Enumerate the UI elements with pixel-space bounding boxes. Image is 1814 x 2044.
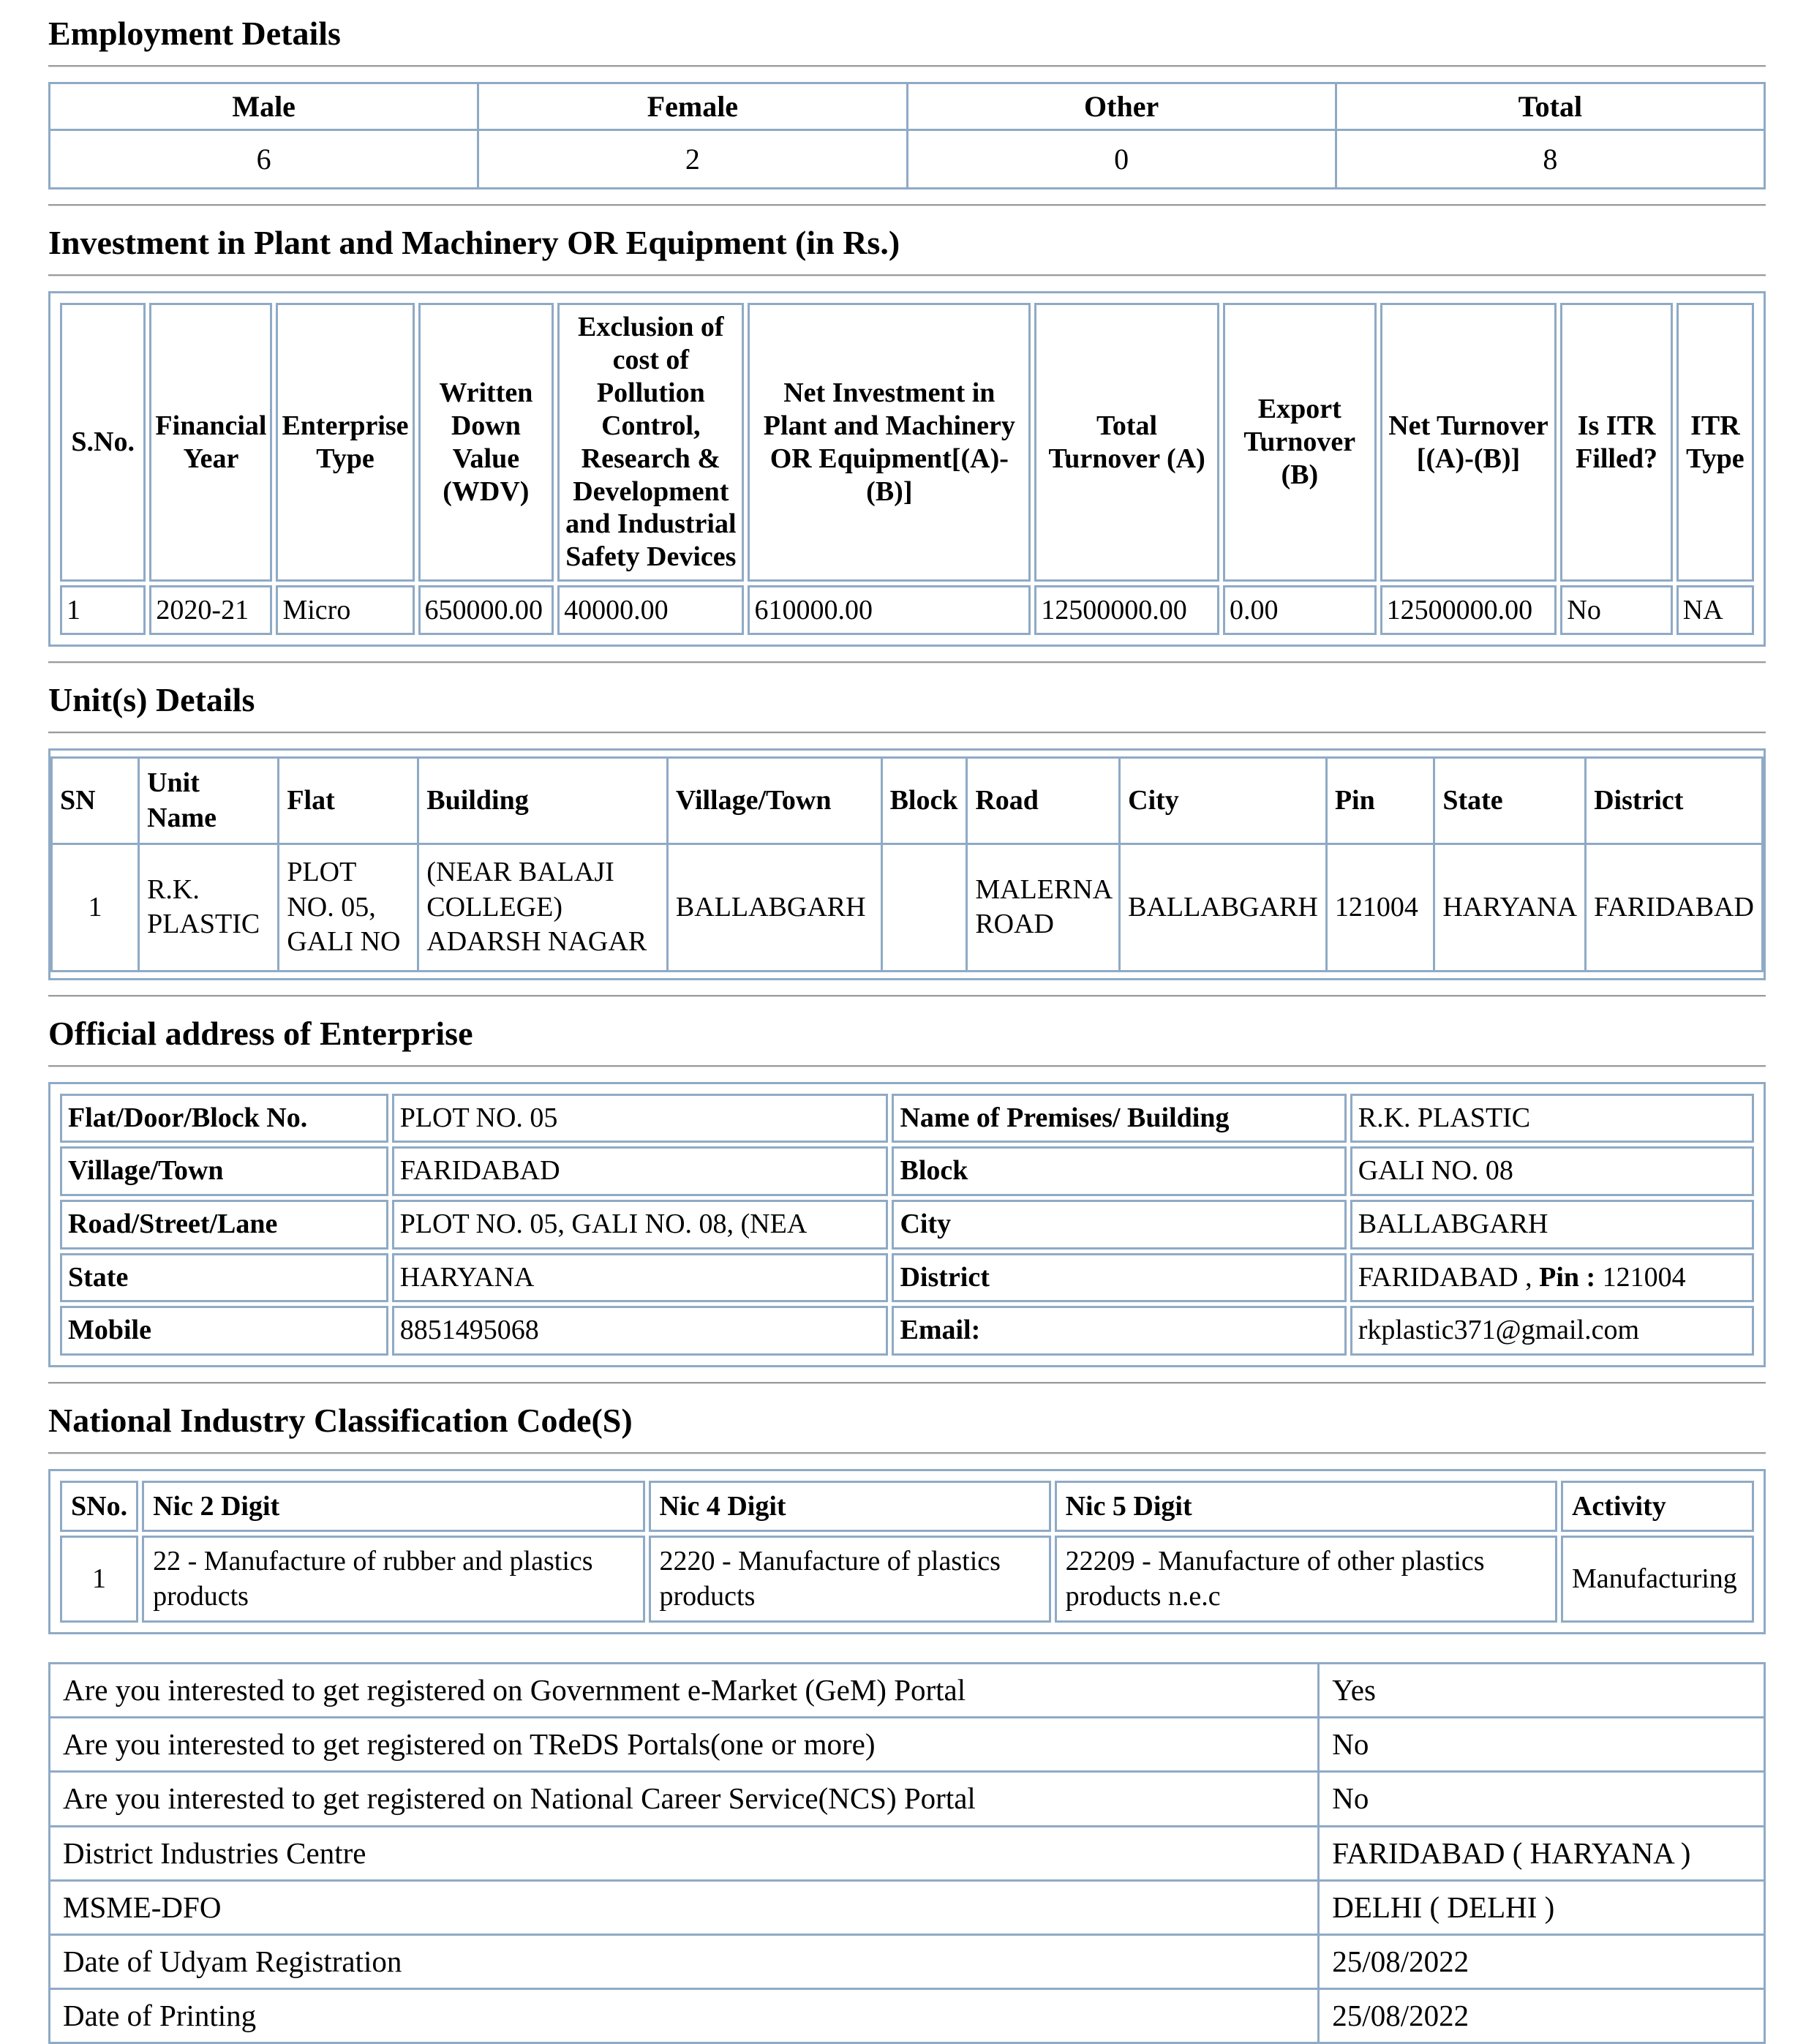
value-district-industries-centre: FARIDABAD ( HARYANA ) bbox=[1319, 1826, 1765, 1880]
address-row bbox=[60, 1094, 1754, 1143]
official-address-heading: Official address of Enterprise bbox=[48, 1014, 473, 1052]
label-district-industries-centre: District Industries Centre bbox=[50, 1826, 1319, 1880]
table-row bbox=[50, 1718, 1765, 1772]
header-cell-enterprise-type: Enterprise Type bbox=[276, 303, 414, 582]
employment-details-heading: Employment Details bbox=[48, 15, 341, 52]
header-cell-unit-name: Unit Name bbox=[139, 758, 279, 844]
pin-value: 121004 bbox=[1595, 1261, 1686, 1293]
value-cell-sno: 1 bbox=[60, 585, 146, 635]
value-cell-city: BALLABGARH bbox=[1120, 844, 1327, 972]
section-divider bbox=[48, 1065, 1766, 1067]
value-district bbox=[1350, 1253, 1754, 1303]
table-row bbox=[50, 1989, 1765, 2043]
label-premises-building: Name of Premises/ Building bbox=[892, 1094, 1346, 1143]
investment-table bbox=[56, 299, 1758, 639]
registration-info-table bbox=[48, 1662, 1766, 2044]
value-cell-female: 2 bbox=[478, 130, 907, 189]
value-cell-building: (NEAR BALAJI COLLEGE) ADARSH NAGAR bbox=[418, 844, 668, 972]
header-cell-net-turnover: Net Turnover [(A)-(B)] bbox=[1380, 303, 1557, 582]
header-cell-wdv: Written Down Value (WDV) bbox=[418, 303, 554, 582]
answer-gem-portal: Yes bbox=[1319, 1664, 1765, 1718]
section-divider bbox=[48, 1382, 1766, 1384]
value-cell-exclusion: 40000.00 bbox=[557, 585, 744, 635]
header-cell-road: Road bbox=[967, 758, 1120, 844]
table-row bbox=[50, 1934, 1765, 1988]
header-cell-pin: Pin bbox=[1326, 758, 1434, 844]
label-date-of-udyam-registration: Date of Udyam Registration bbox=[50, 1934, 1319, 1988]
header-cell-itr-type: ITR Type bbox=[1676, 303, 1754, 582]
value-state: HARYANA bbox=[392, 1253, 889, 1303]
header-cell-other: Other bbox=[907, 83, 1336, 130]
value-cell-district: FARIDABAD bbox=[1586, 844, 1763, 972]
header-cell-activity: Activity bbox=[1561, 1481, 1754, 1532]
label-road-street-lane: Road/Street/Lane bbox=[60, 1200, 388, 1250]
value-cell-nic2: 22 - Manufacture of rubber and plastics products bbox=[142, 1536, 644, 1623]
label-mobile: Mobile bbox=[60, 1306, 388, 1356]
question-ncs-portal: Are you interested to get registered on National Career Service(NCS) Portal bbox=[50, 1772, 1319, 1826]
section-divider bbox=[48, 995, 1766, 997]
value-cell-nic4: 2220 - Manufacture of plastics products bbox=[649, 1536, 1051, 1623]
section-divider bbox=[48, 732, 1766, 734]
district-value-text: FARIDABAD , bbox=[1358, 1261, 1540, 1293]
value-cell-wdv: 650000.00 bbox=[418, 585, 554, 635]
header-cell-sno: S.No. bbox=[60, 303, 146, 582]
value-block: GALI NO. 08 bbox=[1350, 1146, 1754, 1196]
section-divider bbox=[48, 661, 1766, 664]
employment-header-row bbox=[50, 83, 1765, 130]
header-cell-total: Total bbox=[1336, 83, 1764, 130]
value-premises-building: R.K. PLASTIC bbox=[1350, 1094, 1754, 1143]
header-cell-financial-year: Financial Year bbox=[149, 303, 272, 582]
address-table bbox=[56, 1090, 1758, 1359]
label-date-of-printing: Date of Printing bbox=[50, 1989, 1319, 2043]
units-table bbox=[50, 756, 1764, 972]
pin-label: Pin : bbox=[1539, 1261, 1596, 1293]
value-date-of-udyam-registration: 25/08/2022 bbox=[1319, 1934, 1765, 1988]
value-cell-flat: PLOT NO. 05, GALI NO bbox=[279, 844, 418, 972]
header-cell-village-town: Village/Town bbox=[667, 758, 881, 844]
section-divider bbox=[48, 274, 1766, 277]
section-divider bbox=[48, 65, 1766, 67]
header-cell-exclusion: Exclusion of cost of Pollution Control, Research & Development and Industrial Safety Devices bbox=[557, 303, 744, 582]
label-email: Email: bbox=[892, 1306, 1346, 1356]
table-row bbox=[50, 1880, 1765, 1934]
label-flat-door-block: Flat/Door/Block No. bbox=[60, 1094, 388, 1143]
nic-value-row bbox=[60, 1536, 1754, 1623]
value-cell-total-turnover: 12500000.00 bbox=[1034, 585, 1219, 635]
value-cell-sn: 1 bbox=[52, 844, 139, 972]
address-row bbox=[60, 1200, 1754, 1250]
header-cell-flat: Flat bbox=[279, 758, 418, 844]
header-cell-state: State bbox=[1434, 758, 1586, 844]
value-cell-nic5: 22209 - Manufacture of other plastics products n.e.c bbox=[1055, 1536, 1557, 1623]
investment-value-row bbox=[60, 585, 1754, 635]
investment-header-row bbox=[60, 303, 1754, 582]
address-row bbox=[60, 1306, 1754, 1356]
label-block: Block bbox=[892, 1146, 1346, 1196]
value-mobile: 8851495068 bbox=[392, 1306, 889, 1356]
section-divider bbox=[48, 204, 1766, 206]
value-cell-is-itr-filled: No bbox=[1560, 585, 1672, 635]
label-city: City bbox=[892, 1200, 1346, 1250]
question-treds-portal: Are you interested to get registered on TReDS Portals(one or more) bbox=[50, 1718, 1319, 1772]
value-cell-other: 0 bbox=[907, 130, 1336, 189]
section-divider bbox=[48, 1452, 1766, 1454]
answer-treds-portal: No bbox=[1319, 1718, 1765, 1772]
nic-header-row bbox=[60, 1481, 1754, 1532]
nic-table bbox=[56, 1477, 1758, 1626]
value-cell-itr-type: NA bbox=[1676, 585, 1754, 635]
header-cell-nic2: Nic 2 Digit bbox=[142, 1481, 644, 1532]
units-header-row bbox=[52, 758, 1763, 844]
header-cell-sno: SNo. bbox=[60, 1481, 138, 1532]
value-email: rkplastic371@gmail.com bbox=[1350, 1306, 1754, 1356]
value-cell-net-turnover: 12500000.00 bbox=[1380, 585, 1557, 635]
address-row bbox=[60, 1253, 1754, 1303]
value-cell-total: 8 bbox=[1336, 130, 1764, 189]
value-city: BALLABGARH bbox=[1350, 1200, 1754, 1250]
units-heading: Unit(s) Details bbox=[48, 681, 255, 718]
question-gem-portal: Are you interested to get registered on Government e-Market (GeM) Portal bbox=[50, 1664, 1319, 1718]
employment-value-row bbox=[50, 130, 1765, 189]
value-cell-village-town: BALLABGARH bbox=[667, 844, 881, 972]
value-cell-export-turnover: 0.00 bbox=[1223, 585, 1377, 635]
header-cell-district: District bbox=[1586, 758, 1763, 844]
value-cell-sno: 1 bbox=[60, 1536, 138, 1623]
answer-ncs-portal: No bbox=[1319, 1772, 1765, 1826]
value-cell-state: HARYANA bbox=[1434, 844, 1586, 972]
header-cell-nic5: Nic 5 Digit bbox=[1055, 1481, 1557, 1532]
header-cell-sn: SN bbox=[52, 758, 139, 844]
investment-table-box bbox=[48, 291, 1766, 647]
value-cell-enterprise-type: Micro bbox=[276, 585, 414, 635]
header-cell-is-itr-filled: Is ITR Filled? bbox=[1560, 303, 1672, 582]
header-cell-nic4: Nic 4 Digit bbox=[649, 1481, 1051, 1532]
header-cell-female: Female bbox=[478, 83, 907, 130]
employment-table bbox=[48, 82, 1766, 189]
investment-heading: Investment in Plant and Machinery OR Equipment (in Rs.) bbox=[48, 224, 900, 262]
table-row bbox=[50, 1772, 1765, 1826]
label-msme-dfo: MSME-DFO bbox=[50, 1880, 1319, 1934]
address-row bbox=[60, 1146, 1754, 1196]
table-row bbox=[50, 1664, 1765, 1718]
value-flat-door-block: PLOT NO. 05 bbox=[392, 1094, 889, 1143]
address-table-box bbox=[48, 1082, 1766, 1367]
units-table-box bbox=[48, 748, 1766, 980]
header-cell-total-turnover: Total Turnover (A) bbox=[1034, 303, 1219, 582]
value-road-street-lane: PLOT NO. 05, GALI NO. 08, (NEA bbox=[392, 1200, 889, 1250]
nic-heading: National Industry Classification Code(S) bbox=[48, 1401, 633, 1439]
table-row bbox=[50, 1826, 1765, 1880]
value-msme-dfo: DELHI ( DELHI ) bbox=[1319, 1880, 1765, 1934]
label-district: District bbox=[892, 1253, 1346, 1303]
value-cell-pin: 121004 bbox=[1326, 844, 1434, 972]
header-cell-block: Block bbox=[881, 758, 967, 844]
value-date-of-printing: 25/08/2022 bbox=[1319, 1989, 1765, 2043]
header-cell-export-turnover: Export Turnover (B) bbox=[1223, 303, 1377, 582]
value-village-town: FARIDABAD bbox=[392, 1146, 889, 1196]
header-cell-city: City bbox=[1120, 758, 1327, 844]
header-cell-net-investment: Net Investment in Plant and Machinery OR Equipment[(A)-(B)] bbox=[748, 303, 1031, 582]
nic-table-box bbox=[48, 1469, 1766, 1634]
label-state: State bbox=[60, 1253, 388, 1303]
value-cell-male: 6 bbox=[50, 130, 478, 189]
header-cell-male: Male bbox=[50, 83, 478, 130]
units-value-row bbox=[52, 844, 1763, 972]
value-cell-financial-year: 2020-21 bbox=[149, 585, 272, 635]
value-cell-unit-name: R.K. PLASTIC bbox=[139, 844, 279, 972]
value-cell-block bbox=[881, 844, 967, 972]
value-cell-road: MALERNA ROAD bbox=[967, 844, 1120, 972]
value-cell-activity: Manufacturing bbox=[1561, 1536, 1754, 1623]
label-village-town: Village/Town bbox=[60, 1146, 388, 1196]
value-cell-net-investment: 610000.00 bbox=[748, 585, 1031, 635]
header-cell-building: Building bbox=[418, 758, 668, 844]
